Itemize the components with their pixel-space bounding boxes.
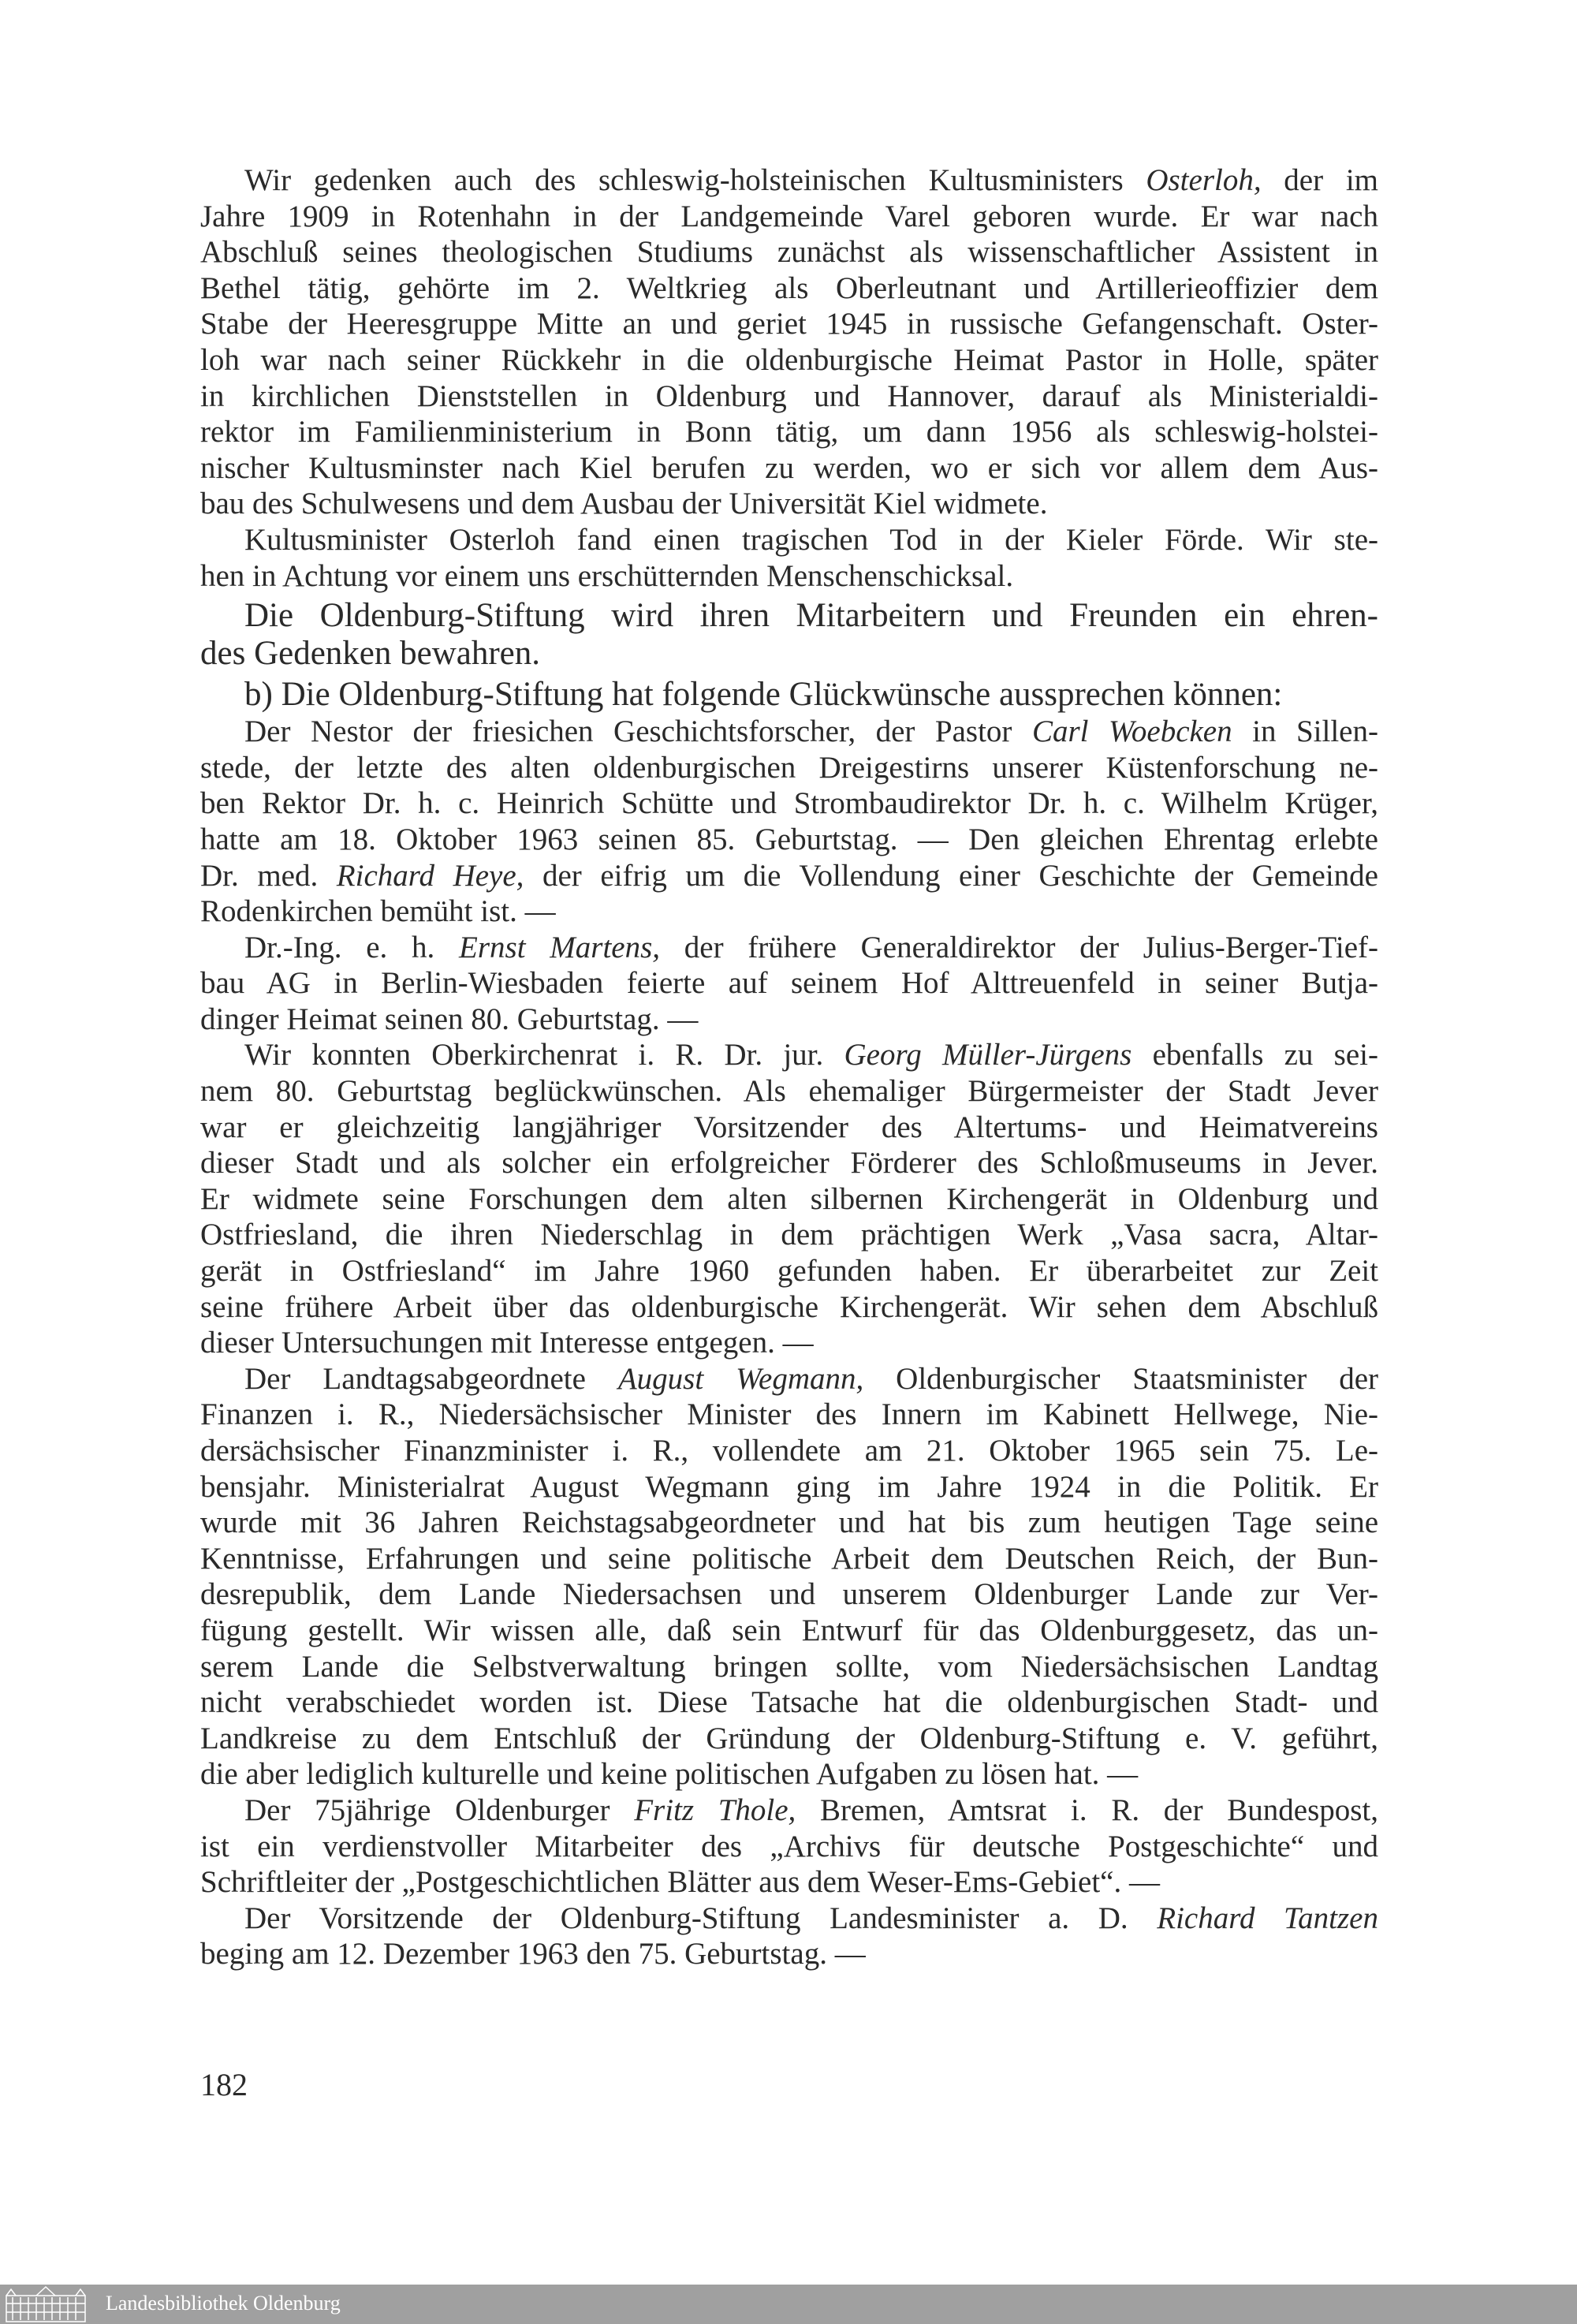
text-line xyxy=(200,1792,1378,1829)
text-segment: ebenfalls zu sei- xyxy=(1131,1038,1378,1072)
text-line xyxy=(200,714,1378,750)
text-segment: bensjahr. Ministerialrat August Wegmann ging im Jahre 1924 in die Politik. Er xyxy=(200,1469,1378,1504)
text-segment: Oldenburgischer Staatsminister der xyxy=(863,1361,1379,1396)
person-name: August Wegmann, xyxy=(617,1361,864,1396)
person-name: Richard Heye, xyxy=(336,858,524,893)
text-segment: Landkreise zu dem Entschluß der Gründung der Oldenburg-Stiftung e. V. geführt, xyxy=(200,1721,1378,1755)
text-line xyxy=(200,1002,1378,1038)
person-name: Osterloh, xyxy=(1146,163,1262,197)
text-line xyxy=(200,1541,1378,1577)
paragraph xyxy=(200,1361,1378,1792)
text-line xyxy=(200,1864,1378,1901)
text-line xyxy=(200,162,1378,199)
text-segment: Der Nestor der friesichen Geschichtsforscher, der Pastor xyxy=(244,714,1032,749)
text-segment: fügung gestellt. Wir wissen alle, daß sein Entwurf für das Oldenburggesetz, das un- xyxy=(200,1613,1378,1647)
text-segment: hen in Achtung vor einem uns erschütternden Menschenschicksal. xyxy=(200,558,1014,593)
text-segment: des Gedenken bewahren. xyxy=(200,635,541,673)
text-segment: war er gleichzeitig langjähriger Vorsitzender des Altertums- und Heimatvereins xyxy=(200,1110,1378,1144)
paragraph xyxy=(200,1792,1378,1901)
text-segment: Dr. med. xyxy=(200,858,337,893)
text-line xyxy=(200,822,1378,858)
text-line xyxy=(200,379,1378,415)
text-segment: der im xyxy=(1261,163,1378,197)
footer-label: Landesbibliothek Oldenburg xyxy=(106,2292,341,2315)
text-segment: Bremen, Amtsrat i. R. der Bundespost, xyxy=(796,1792,1379,1827)
text-segment: bau AG in Berlin-Wiesbaden feierte auf seinem Hof Alttreuenfeld in seiner Butja- xyxy=(200,966,1378,1001)
text-segment: in Sillen- xyxy=(1232,714,1378,749)
text-segment: bau des Schulwesens und dem Ausbau der Universität Kiel widmete. xyxy=(200,487,1048,521)
text-segment: desrepublik, dem Lande Niedersachsen und unserem Oldenburger Lande zur Ver- xyxy=(200,1577,1378,1612)
person-name: Carl Woebcken xyxy=(1031,714,1232,749)
text-segment: beging am 12. Dezember 1963 den 75. Geburtstag. — xyxy=(200,1937,866,1971)
text-segment: Finanzen i. R., Niedersächsischer Minister des Innern im Kabinett Hellwege, Nie- xyxy=(200,1397,1378,1432)
text-line xyxy=(200,1505,1378,1541)
text-line xyxy=(200,1037,1378,1073)
text-segment: Der 75jährige Oldenburger xyxy=(244,1792,635,1827)
text-line xyxy=(200,1325,1378,1361)
text-segment: wurde mit 36 Jahren Reichstagsabgeordneter und hat bis zum heutigen Tage seine xyxy=(200,1505,1378,1540)
text-segment: Dr.-Ing. e. h. xyxy=(244,930,460,964)
text-line xyxy=(200,1576,1378,1613)
text-segment: loh war nach seiner Rückkehr in die oldenburgische Heimat Pastor in Holle, später xyxy=(200,342,1378,377)
text-line xyxy=(200,1217,1378,1253)
text-line xyxy=(200,558,1378,595)
library-building-icon xyxy=(5,2286,87,2322)
text-segment: dieser Stadt und als solcher ein erfolgreicher Förderer des Schloßmuseums in Jever. xyxy=(200,1146,1378,1181)
paragraph xyxy=(200,714,1378,930)
text-segment: stede, der letzte des alten oldenburgischen Dreigestirns unserer Küstenforschung ne- xyxy=(200,750,1378,785)
text-segment: Wir konnten Oberkirchenrat i. R. Dr. jur. xyxy=(244,1038,844,1072)
text-segment: Jahre 1909 in Rotenhahn in der Landgemeinde Varel geboren wurde. Er war nach xyxy=(200,199,1378,233)
text-line xyxy=(200,750,1378,786)
text-line xyxy=(200,270,1378,307)
text-line xyxy=(200,522,1378,558)
text-line xyxy=(200,1936,1378,1972)
body-text xyxy=(200,162,1378,1972)
text-segment: der eifrig um die Vollendung einer Geschichte der Gemeinde xyxy=(524,858,1378,893)
text-line xyxy=(200,597,1378,635)
text-line xyxy=(200,1181,1378,1218)
text-segment: Kenntnisse, Erfahrungen und seine politische Arbeit dem Deutschen Reich, der Bun- xyxy=(200,1541,1378,1576)
text-segment: dinger Heimat seinen 80. Geburtstag. — xyxy=(200,1002,699,1036)
text-line xyxy=(200,486,1378,522)
text-segment: Der Vorsitzende der Oldenburg-Stiftung Landesminister a. D. xyxy=(244,1901,1158,1935)
text-segment: rektor im Familienministerium in Bonn tätig, um dann 1956 als schleswig-holstei- xyxy=(200,415,1378,450)
paragraph xyxy=(200,162,1378,522)
text-line xyxy=(200,1397,1378,1433)
text-line xyxy=(200,306,1378,342)
text-segment: Stabe der Heeresgruppe Mitte an und geriet 1945 in russische Gefangenschaft. Oster- xyxy=(200,307,1378,341)
text-line xyxy=(200,930,1378,966)
text-line xyxy=(200,858,1378,894)
person-name: Ernst Martens, xyxy=(459,930,661,964)
text-segment: dersächsischer Finanzminister i. R., vollendete am 21. Oktober 1965 sein 75. Le- xyxy=(200,1434,1378,1468)
text-segment: Wir gedenken auch des schleswig-holsteinischen Kultusministers xyxy=(244,163,1146,197)
text-segment: ist ein verdienstvoller Mitarbeiter des „Archivs für deutsche Postgeschichte“ und xyxy=(200,1829,1378,1863)
text-segment: nischer Kultusminster nach Kiel berufen zu werden, wo er sich vor allem dem Aus- xyxy=(200,450,1378,485)
text-line xyxy=(200,1110,1378,1146)
text-segment: in kirchlichen Dienststellen in Oldenburg und Hannover, darauf als Ministerialdi- xyxy=(200,379,1378,413)
text-line xyxy=(200,199,1378,235)
text-segment: b) Die Oldenburg-Stiftung hat folgende Glückwünsche aussprechen können: xyxy=(244,676,1283,714)
paragraph xyxy=(200,1037,1378,1360)
text-segment: nicht verabschiedet worden ist. Diese Tatsache hat die oldenburgischen Stadt- und xyxy=(200,1685,1378,1720)
text-line xyxy=(200,1721,1378,1757)
text-segment: Die Oldenburg-Stiftung wird ihren Mitarbeitern und Freunden ein ehren- xyxy=(244,597,1378,635)
text-line xyxy=(200,676,1378,714)
text-segment: Schriftleiter der „Postgeschichtlichen Blätter aus dem Weser-Ems-Gebiet“. — xyxy=(200,1865,1160,1900)
text-line xyxy=(200,342,1378,379)
text-line xyxy=(200,1901,1378,1937)
text-segment: Ostfriesland, die ihren Niederschlag in dem prächtigen Werk „Vasa sacra, Altar- xyxy=(200,1218,1378,1252)
text-line xyxy=(200,1433,1378,1469)
paragraph xyxy=(200,676,1378,714)
text-segment: seine frühere Arbeit über das oldenburgische Kirchengerät. Wir sehen dem Abschluß xyxy=(200,1289,1378,1324)
text-segment: Der Landtagsabgeordnete xyxy=(244,1361,618,1396)
text-line xyxy=(200,450,1378,487)
text-segment: Er widmete seine Forschungen dem alten silbernen Kirchengerät in Oldenburg und xyxy=(200,1181,1378,1216)
text-line xyxy=(200,1253,1378,1289)
text-segment: Rodenkirchen bemüht ist. — xyxy=(200,894,556,929)
paragraph xyxy=(200,522,1378,594)
text-line xyxy=(200,1289,1378,1326)
text-segment: der frühere Generaldirektor der Julius-Berger-Tief- xyxy=(660,930,1378,964)
text-segment: ben Rektor Dr. h. c. Heinrich Schütte und Strombaudirektor Dr. h. c. Wilhelm Krüger, xyxy=(200,786,1378,821)
text-segment: serem Lande die Selbstverwaltung bringen sollte, vom Niedersächsischen Landtag xyxy=(200,1649,1378,1684)
text-line xyxy=(200,1073,1378,1110)
text-segment: dieser Untersuchungen mit Interesse entgegen. — xyxy=(200,1326,814,1360)
text-line xyxy=(200,1361,1378,1397)
text-line xyxy=(200,1469,1378,1505)
text-line xyxy=(200,1684,1378,1721)
paragraph xyxy=(200,930,1378,1038)
text-line xyxy=(200,965,1378,1002)
person-name: Georg Müller-Jürgens xyxy=(844,1038,1132,1072)
person-name: Richard Tantzen xyxy=(1157,1901,1378,1935)
text-segment: Bethel tätig, gehörte im 2. Weltkrieg als Oberleutnant und Artillerieoffizier dem xyxy=(200,270,1378,305)
text-segment: Kultusminister Osterloh fand einen tragischen Tod in der Kieler Förde. Wir ste- xyxy=(244,522,1378,557)
text-line xyxy=(200,1613,1378,1649)
text-line xyxy=(200,1829,1378,1865)
paragraph xyxy=(200,1901,1378,1972)
text-segment: nem 80. Geburtstag beglückwünschen. Als ehemaliger Bürgermeister der Stadt Jever xyxy=(200,1074,1378,1109)
person-name: Fritz Thole, xyxy=(634,1792,796,1827)
text-line xyxy=(200,635,1378,673)
text-segment: gerät in Ostfriesland“ im Jahre 1960 gefunden haben. Er überarbeitet zur Zeit xyxy=(200,1254,1378,1289)
text-line xyxy=(200,785,1378,822)
text-line xyxy=(200,414,1378,450)
page-number: 182 xyxy=(200,2067,248,2102)
text-line xyxy=(200,893,1378,930)
footer-bar xyxy=(0,2285,1577,2324)
text-line xyxy=(200,1649,1378,1685)
text-segment: Abschluß seines theologischen Studiums zunächst als wissenschaftlicher Assistent in xyxy=(200,235,1378,270)
text-segment: die aber lediglich kulturelle und keine politischen Aufgaben zu lösen hat. — xyxy=(200,1757,1139,1792)
text-line xyxy=(200,1756,1378,1792)
paragraph xyxy=(200,597,1378,673)
text-segment: hatte am 18. Oktober 1963 seinen 85. Geburtstag. — Den gleichen Ehrentag erlebte xyxy=(200,822,1378,856)
text-line xyxy=(200,1145,1378,1181)
text-line xyxy=(200,234,1378,270)
